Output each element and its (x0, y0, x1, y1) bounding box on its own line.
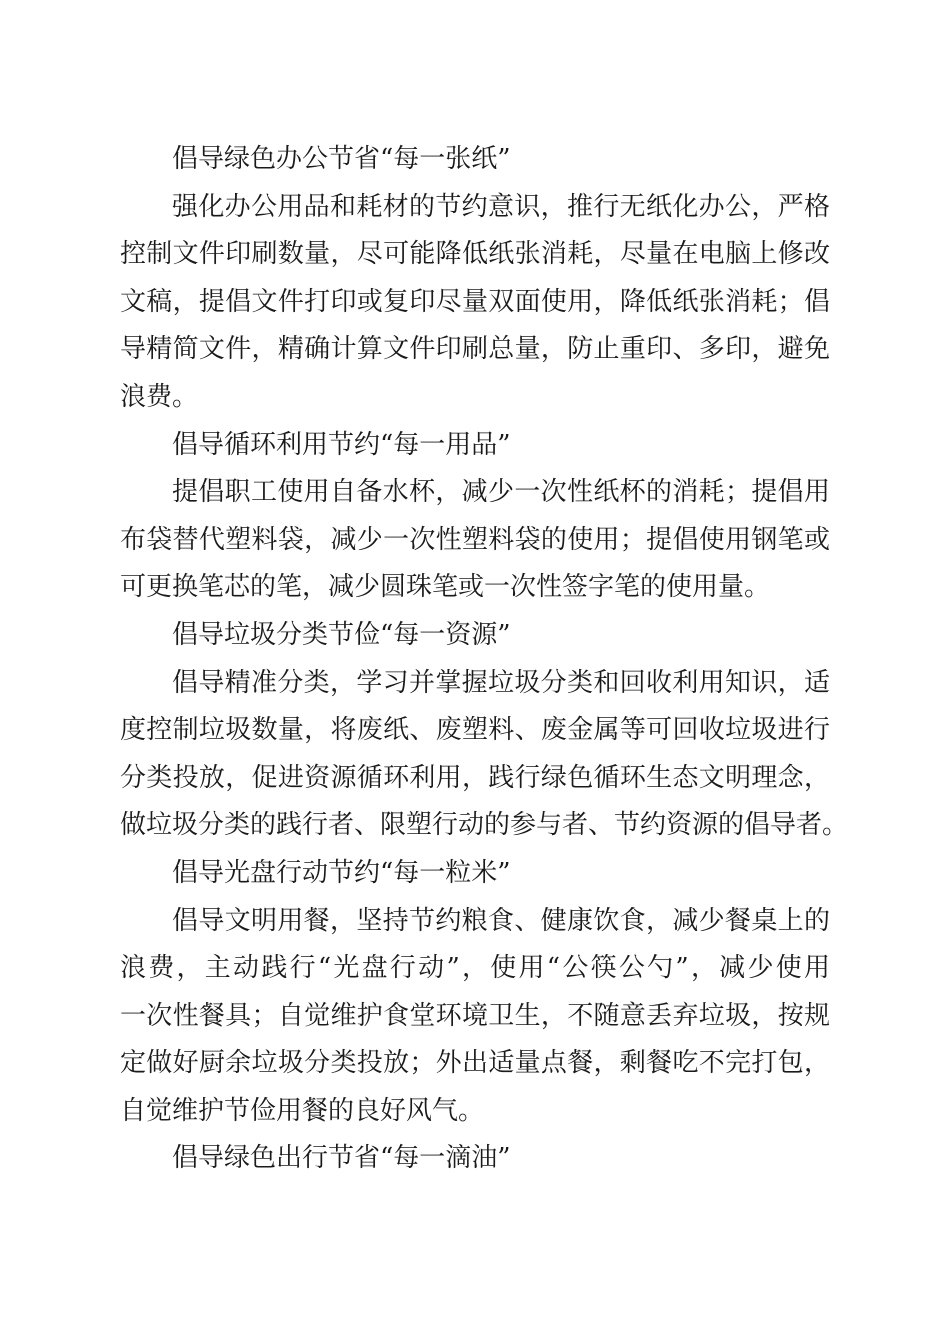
paragraph-recycling (120, 469, 830, 612)
paragraph-line: 可更换笔芯的笔，减少圆珠笔或一次性签字笔的使用量。 (120, 572, 771, 603)
section-heading-recycling (120, 422, 830, 470)
paragraph-line: 倡导精准分类，学习并掌握垃圾分类和回收利用知识，适 (172, 667, 830, 698)
paragraph-line: 强化办公用品和耗材的节约意识，推行无纸化办公，严格 (172, 191, 830, 222)
paragraph-line: 浪费。 (120, 381, 199, 412)
paragraph-green-office (120, 184, 830, 422)
paragraph-line: 定做好厨余垃圾分类投放；外出适量点餐，剩餐吃不完打包， (120, 1048, 830, 1079)
document-body (120, 136, 849, 1183)
paragraph-line: 度控制垃圾数量，将废纸、废塑料、废金属等可回收垃圾进行 (120, 715, 830, 746)
heading-text: 倡导光盘行动节约“每一粒米” (172, 857, 511, 888)
paragraph-line: 做垃圾分类的践行者、限塑行动的参与者、节约资源的倡导者。 (120, 810, 849, 841)
paragraph-line: 导精简文件，精确计算文件印刷总量，防止重印、多印，避免 (120, 334, 830, 365)
heading-text: 倡导绿色办公节省“每一张纸” (172, 144, 511, 174)
paragraph-line: 布袋替代塑料袋，减少一次性塑料袋的使用；提倡使用钢笔或 (120, 524, 830, 555)
paragraph-line: 自觉维护节俭用餐的良好风气。 (120, 1095, 485, 1126)
heading-text: 倡导循环利用节约“每一用品” (172, 429, 511, 460)
paragraph-waste-sorting (120, 660, 849, 850)
paragraph-line: 分类投放，促进资源循环利用，践行绿色循环生态文明理念， (120, 762, 830, 793)
paragraph-line: 控制文件印刷数量，尽可能降低纸张消耗，尽量在电脑上修改 (120, 239, 830, 270)
section-heading-green-office (120, 136, 830, 184)
paragraph-clean-plate (120, 898, 830, 1136)
paragraph-line: 提倡职工使用自备水杯，减少一次性纸杯的消耗；提倡用 (172, 477, 830, 508)
section-heading-waste-sorting (120, 612, 830, 660)
heading-text: 倡导绿色出行节省“每一滴油” (172, 1143, 511, 1174)
paragraph-line: 一次性餐具；自觉维护食堂环境卫生，不随意丢弃垃圾，按规 (120, 1000, 830, 1031)
heading-text: 倡导垃圾分类节俭“每一资源” (172, 619, 511, 650)
paragraph-line: 浪费，主动践行“光盘行动”，使用“公筷公勺”，减少使用 (120, 953, 830, 984)
section-heading-green-travel (120, 1135, 830, 1183)
section-heading-clean-plate (120, 850, 830, 898)
paragraph-line: 倡导文明用餐，坚持节约粮食、健康饮食，减少餐桌上的 (172, 905, 830, 936)
paragraph-line: 文稿，提倡文件打印或复印尽量双面使用，降低纸张消耗；倡 (120, 286, 830, 317)
